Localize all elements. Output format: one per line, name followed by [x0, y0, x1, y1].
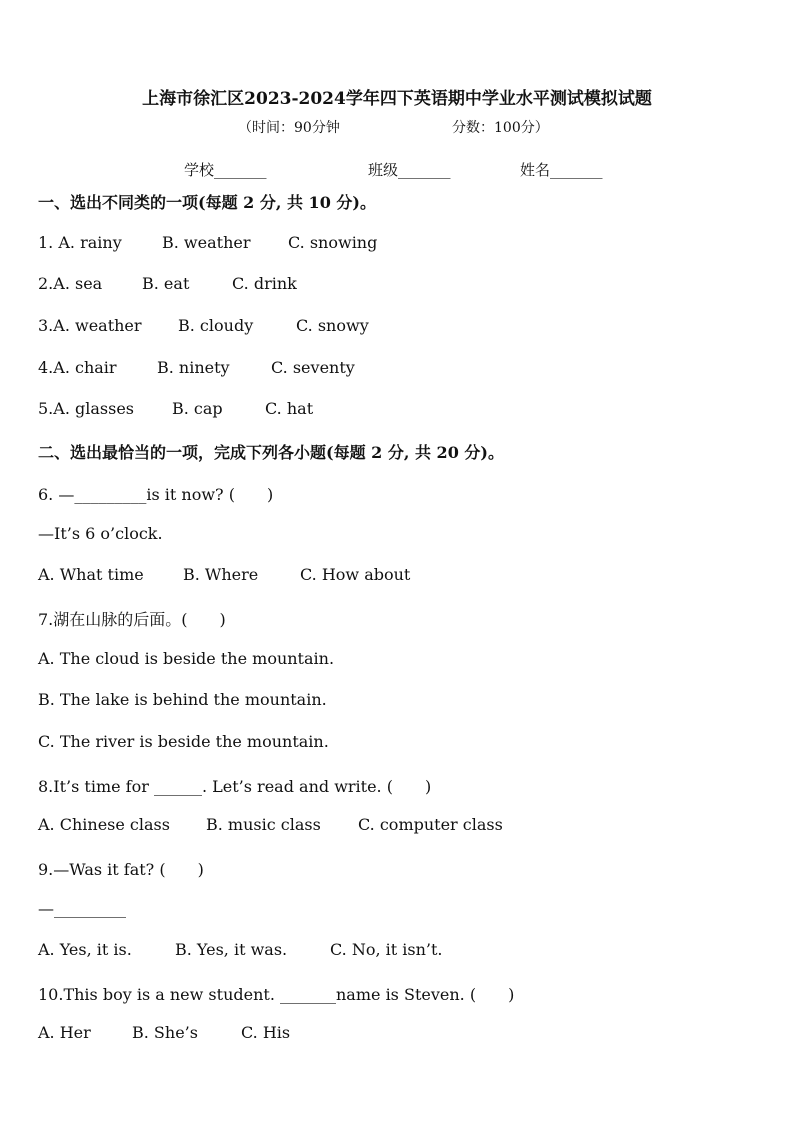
- q7-option-a: A. The cloud is beside the mountain.: [38, 649, 335, 668]
- q1-option-a: 1. A. rainy: [38, 233, 122, 252]
- q9-option-a: A. Yes, it is.: [38, 940, 132, 959]
- q10-option-a: A. Her: [38, 1023, 91, 1042]
- class-field: 班级_______: [368, 161, 451, 179]
- question-6-reply: —It’s 6 o’clock.: [38, 524, 163, 543]
- question-7-stem: 7.湖在山脉的后面。( ): [38, 610, 226, 629]
- section-1-heading: 一、选出不同类的一项(每题 2 分, 共 10 分)。: [38, 193, 376, 212]
- question-4: [38, 358, 355, 377]
- q4-option-a: 4.A. chair: [38, 358, 117, 377]
- q5-option-b: B. cap: [172, 399, 223, 418]
- section-2-heading: 二、选出最恰当的一项，完成下列各小题(每题 2 分, 共 20 分)。: [38, 443, 504, 462]
- q8-option-a: A. Chinese class: [38, 815, 170, 834]
- q4-option-c: C. seventy: [271, 358, 355, 377]
- q10-option-c: C. His: [241, 1023, 291, 1042]
- q9-option-b: B. Yes, it was.: [175, 940, 288, 959]
- question-10-stem: 10.This boy is a new student. _______name is Steven. ( ): [38, 985, 515, 1004]
- q2-option-a: 2.A. sea: [38, 274, 103, 293]
- q5-option-c: C. hat: [265, 399, 314, 418]
- question-6-stem: 6. —_________is it now? ( ): [38, 485, 274, 504]
- question-3: [38, 316, 369, 335]
- q8-option-c: C. computer class: [358, 815, 503, 834]
- q7-option-c: C. The river is beside the mountain.: [38, 732, 329, 751]
- question-8-stem: 8.It’s time for ______. Let’s read and write. ( ): [38, 777, 432, 796]
- q9-option-c: C. No, it isn’t.: [330, 940, 443, 959]
- question-2: [38, 274, 297, 293]
- name-field: 姓名_______: [520, 161, 603, 179]
- q7-option-b: B. The lake is behind the mountain.: [38, 690, 327, 709]
- exam-time: （时间：90分钟: [238, 120, 340, 136]
- question-6-options: [38, 565, 410, 584]
- exam-score: 分数：100分）: [452, 120, 549, 136]
- question-5: [38, 399, 313, 418]
- q3-option-b: B. cloudy: [178, 316, 254, 335]
- q8-option-b: B. music class: [206, 815, 321, 834]
- question-9-options: [38, 940, 443, 959]
- question-9-stem: 9.—Was it fat? ( ): [38, 860, 204, 879]
- q1-option-c: C. snowing: [288, 233, 378, 252]
- q2-option-c: C. drink: [232, 274, 297, 293]
- page-title: 上海市徐汇区2023-2024学年四下英语期中学业水平测试模拟试题: [142, 89, 652, 109]
- q6-option-a: A. What time: [38, 565, 144, 584]
- q5-option-a: 5.A. glasses: [38, 399, 134, 418]
- q3-option-a: 3.A. weather: [38, 316, 142, 335]
- q10-option-b: B. She’s: [132, 1023, 198, 1042]
- question-10-options: [38, 1023, 290, 1042]
- question-1: [38, 233, 377, 252]
- q6-option-b: B. Where: [183, 565, 259, 584]
- school-field: 学校_______: [184, 161, 267, 179]
- question-9-reply: —_________: [38, 899, 126, 918]
- question-8-options: [38, 815, 503, 834]
- q3-option-c: C. snowy: [296, 316, 369, 335]
- q6-option-c: C. How about: [300, 565, 411, 584]
- q2-option-b: B. eat: [142, 274, 190, 293]
- q4-option-b: B. ninety: [157, 358, 230, 377]
- q1-option-b: B. weather: [162, 233, 251, 252]
